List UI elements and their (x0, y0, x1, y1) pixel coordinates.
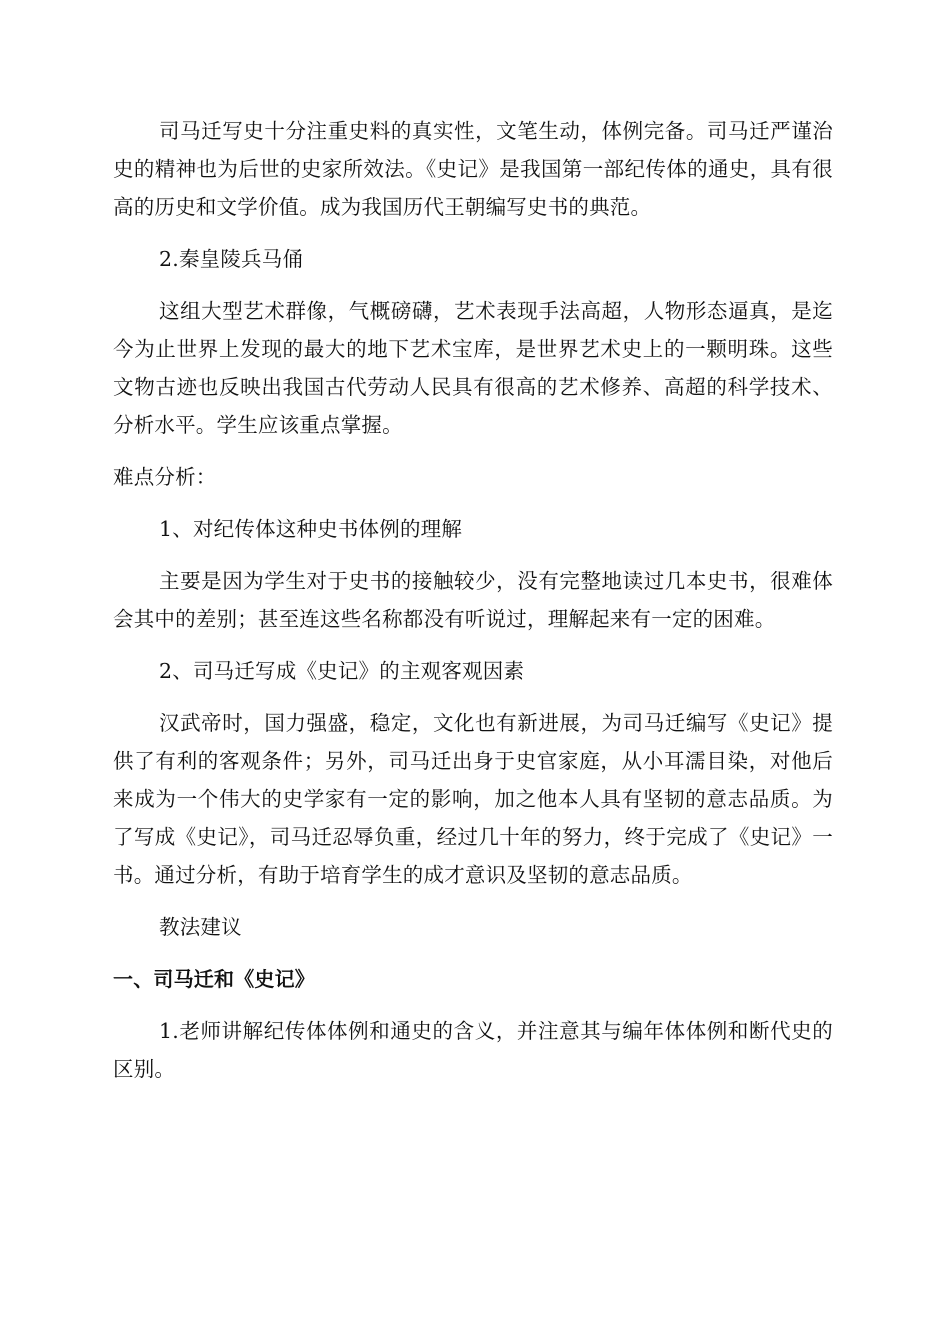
subheading-difficulty-2: 2、司马迁写成《史记》的主观客观因素 (159, 659, 525, 683)
paragraph-terracotta-description: 这组大型艺术群像，气概磅礴，艺术表现手法高超，人物形态逼真，是迄今为止世界上发现的最大的地下艺术宝库，是世界艺术史上的一颗明珠。这些文物古迹也反映出我国古代劳动人民具有很高的艺术修养、高超的科学技术、分析水平。学生应该重点掌握。 (113, 299, 833, 437)
heading-teaching-suggestions: 教法建议 (159, 915, 242, 939)
subheading-terracotta-army: 2.秦皇陵兵马俑 (159, 247, 304, 271)
paragraph-teaching-point-1: 1.老师讲解纪传体体例和通史的含义，并注意其与编年体体例和断代史的区别。 (113, 1019, 833, 1081)
heading-difficulty-analysis: 难点分析： (113, 465, 217, 489)
paragraph-difficulty-2: 汉武帝时，国力强盛，稳定，文化也有新进展，为司马迁编写《史记》提供了有利的客观条件；另外，司马迁出身于史官家庭，从小耳濡目染，对他后来成为一个伟大的史学家有一定的影响，加之他本人具有坚韧的意志品质。为了写成《史记》，司马迁忍辱负重，经过几十年的努力，终于完成了《史记》一书。通过分析，有助于培育学生的成才意识及坚韧的意志品质。 (113, 711, 833, 887)
section-heading-simaqian-shiji: 一、司马迁和《史记》 (113, 967, 315, 991)
paragraph-shiji-authenticity: 司马迁写史十分注重史料的真实性，文笔生动，体例完备。司马迁严谨治史的精神也为后世的史家所效法。《史记》是我国第一部纪传体的通史，具有很高的历史和文学价值。成为我国历代王朝编写史书的典范。 (113, 119, 833, 219)
subheading-difficulty-1: 1、对纪传体这种史书体例的理解 (159, 517, 463, 541)
document-body (113, 112, 833, 1088)
paragraph-difficulty-1: 主要是因为学生对于史书的接触较少，没有完整地读过几本史书，很难体会其中的差别；甚至连这些名称都没有听说过，理解起来有一定的困难。 (113, 569, 833, 631)
